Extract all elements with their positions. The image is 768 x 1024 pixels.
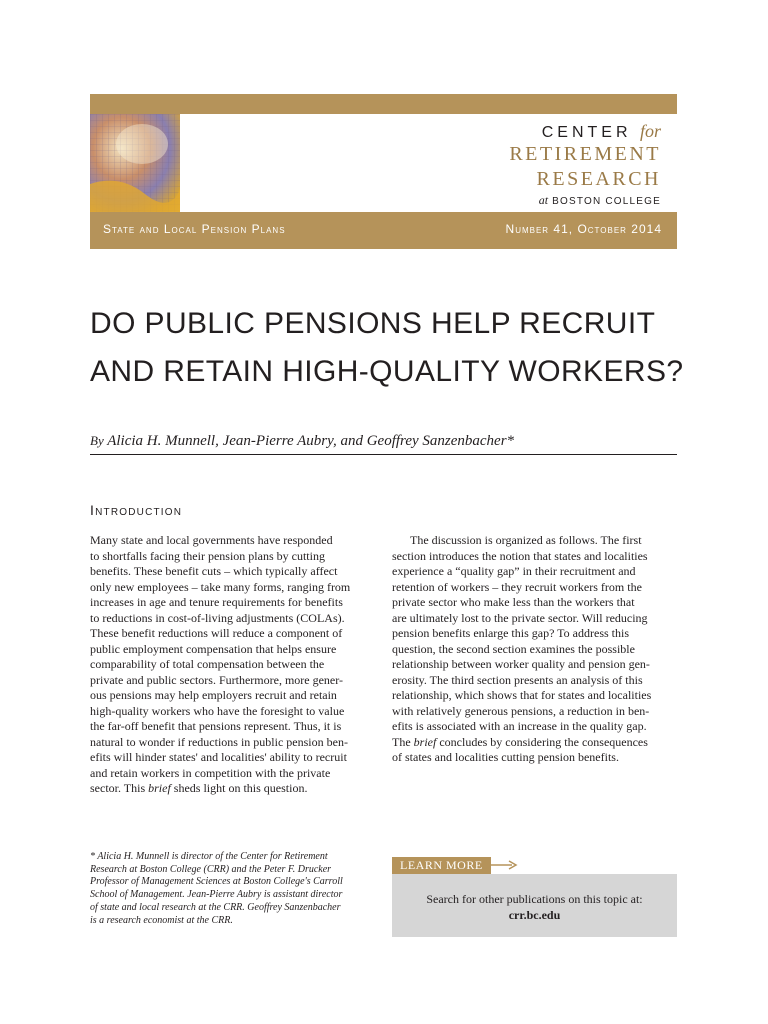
globe-photo: [90, 114, 180, 212]
author-footnote: [90, 851, 380, 927]
logo-line-college: at BOSTON COLLEGE: [538, 193, 661, 207]
text-line: of states and localities cutting pension benefits.: [392, 750, 619, 764]
text-line: are ultimately lost to the private sector. Will reducing: [392, 610, 648, 625]
text-line: * Alicia H. Munnell is director of the Center for Retirement: [90, 851, 328, 862]
text-line: private sector who make less than the workers that: [392, 595, 635, 609]
text-line: private and public sectors. Furthermore, more gener-: [90, 672, 344, 687]
arrow-right-icon: [480, 859, 518, 871]
logo-line-research: RESEARCH: [536, 168, 661, 190]
text-line: Professor of Management Sciences at Boston College's Carroll: [90, 876, 343, 888]
text-line: comparability of total compensation between the: [90, 657, 325, 671]
text-line: of state and local research at the CRR. Geoffrey Sanzenbacher: [90, 901, 341, 913]
title-line-2: AND RETAIN HIGH-QUALITY WORKERS?: [90, 355, 684, 388]
text-line: section introduces the notion that states and localities: [392, 548, 648, 563]
logo-line-retirement: RETIREMENT: [509, 143, 661, 165]
text-line: public employment compensation that helps ensure: [90, 641, 337, 656]
text-line: increases in age and tenure requirements for benefits: [90, 595, 343, 609]
text-line: efits is associated with an increase in the quality gap.: [392, 719, 647, 733]
learn-more-link[interactable]: crr.bc.edu: [508, 908, 561, 922]
text-line: These benefit reductions will reduce a component of: [90, 626, 343, 640]
page-title: [90, 300, 690, 396]
text-line: the far-off benefit that pensions represent. Thus, it is: [90, 719, 342, 733]
text-line: relationship, which shows that for states and localities: [392, 688, 652, 702]
text-line: relationship between worker quality and pension gen-: [392, 657, 650, 671]
logo-line-center: CENTER for: [541, 121, 661, 141]
authors: Alicia H. Munnell, Jean-Pierre Aubry, and Geoffrey Sanzenbacher*: [107, 433, 515, 449]
text-line: only new employees – take many forms, ranging from: [90, 579, 351, 594]
intro-right-column: [392, 533, 682, 766]
text-line: Research at Boston College (CRR) and the Peter F. Drucker: [90, 863, 332, 875]
text-line: question, the second section examines the possible: [392, 641, 635, 656]
text-line: high-quality workers who have the foresight to value: [90, 703, 345, 718]
text-line: experience a “quality gap” in their recruitment and: [392, 564, 636, 578]
text-line: sector. This brief sheds light on this question.: [90, 781, 308, 795]
title-line-1: DO PUBLIC PENSIONS HELP RECRUIT: [90, 307, 656, 340]
text-line: School of Management. Jean-Pierre Aubry is assistant director: [90, 889, 343, 901]
text-line: to reductions in cost-of-living adjustments (COLAs).: [90, 610, 345, 625]
issue-number: Number 41, October 2014: [505, 222, 662, 236]
text-line: and retain workers in competition with the private: [90, 765, 331, 780]
text-line: ous pensions may help employers recruit and retain: [90, 688, 337, 702]
text-line: pension benefits enlarge this gap? To address this: [392, 626, 629, 640]
text-line: The discussion is organized as follows. The first: [410, 533, 642, 547]
learn-more-box: [392, 874, 677, 937]
section-heading-introduction: Introduction: [90, 502, 183, 518]
intro-left-column: [90, 533, 380, 797]
text-line: The brief concludes by considering the consequences: [392, 734, 648, 749]
center-logo: [509, 121, 661, 208]
series-name: State and Local Pension Plans: [103, 222, 286, 236]
text-line: Many state and local governments have responded: [90, 533, 333, 547]
text-line: is a research economist at the CRR.: [90, 914, 233, 926]
text-line: natural to wonder if reductions in public pension ben-: [90, 734, 348, 749]
text-line: retention of workers – they recruit workers from the: [392, 579, 642, 594]
byline: By Alicia H. Munnell, Jean-Pierre Aubry, and Geoffrey Sanzenbacher*: [90, 433, 677, 455]
learn-more-tab: LEARN MORE: [392, 857, 491, 874]
series-banner: [90, 212, 677, 249]
learn-more-text: Search for other publications on this topic at:: [426, 892, 643, 906]
text-line: with relatively generous pensions, a reduction in ben-: [392, 703, 650, 718]
text-line: to shortfalls facing their pension plans by cutting: [90, 548, 325, 563]
text-line: erosity. The third section presents an analysis of this: [392, 672, 643, 687]
text-line: benefits. These benefit cuts – which typically affect: [90, 564, 338, 578]
header-top-bar: [90, 94, 677, 114]
text-line: efits will hinder states' and localities' ability to recruit: [90, 750, 347, 764]
